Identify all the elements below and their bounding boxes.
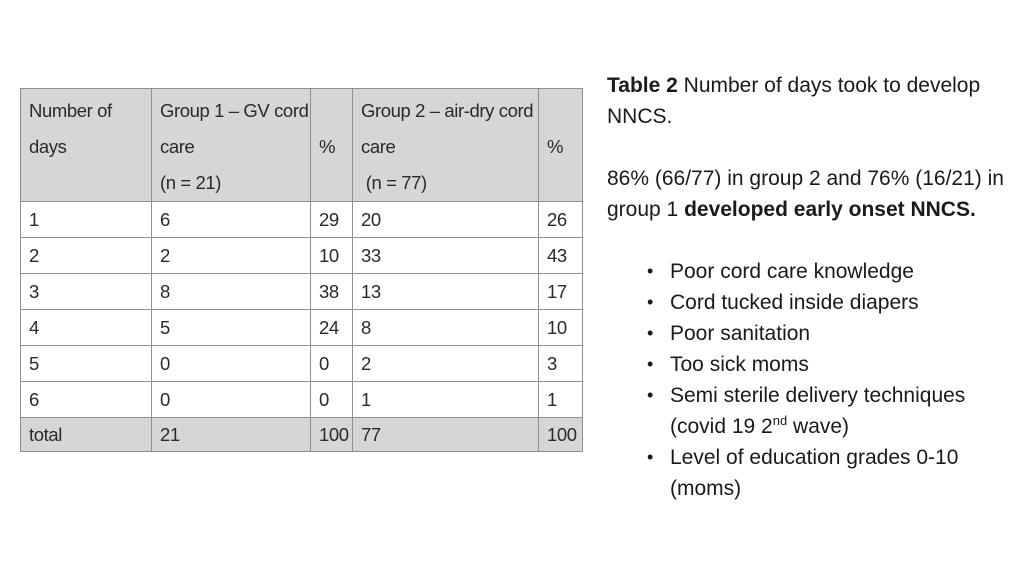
- value-cell: 20: [353, 202, 539, 238]
- day-cell: 6: [21, 382, 152, 418]
- total-cell: 21: [152, 418, 311, 452]
- table-header-row: [21, 89, 583, 202]
- header-group2: Group 2 – air-dry cord care (n = 77): [353, 89, 539, 202]
- value-cell: 0: [152, 382, 311, 418]
- day-cell: 3: [21, 274, 152, 310]
- total-cell: 77: [353, 418, 539, 452]
- list-item: • Level of education grades 0-10 (moms): [647, 442, 1017, 504]
- value-cell: 3: [539, 346, 583, 382]
- superscript: nd: [772, 413, 788, 428]
- value-cell: 29: [311, 202, 353, 238]
- value-cell: 0: [152, 346, 311, 382]
- table-row: [21, 202, 583, 238]
- onset-statistic: [607, 163, 1017, 225]
- value-cell: 2: [152, 238, 311, 274]
- bullet-icon: •: [647, 385, 654, 405]
- bullet-icon: •: [647, 323, 654, 343]
- caption-text: Number of days took to develop NNCS.: [607, 74, 981, 128]
- table-row: [21, 382, 583, 418]
- table-row: [21, 310, 583, 346]
- value-cell: 33: [353, 238, 539, 274]
- header-group1: Group 1 – GV cord care (n = 21): [152, 89, 311, 202]
- risk-factor-list: [607, 256, 1017, 504]
- table-row: [21, 274, 583, 310]
- days-table: [20, 88, 583, 452]
- day-cell: 5: [21, 346, 152, 382]
- total-cell: 100: [311, 418, 353, 452]
- stat-text: 86% (66/77) in group 2 and 76% (16/21) in group 1: [607, 167, 1004, 221]
- stat-bold: developed early onset NNCS.: [684, 198, 976, 221]
- header-number-of-days: Number of days: [21, 89, 152, 202]
- day-cell: 1: [21, 202, 152, 238]
- value-cell: 10: [539, 310, 583, 346]
- table-row: [21, 346, 583, 382]
- days-table-image: [20, 88, 582, 446]
- header-group1-percent: %: [311, 89, 353, 202]
- caption-label: Table 2: [607, 74, 678, 97]
- value-cell: 26: [539, 202, 583, 238]
- value-cell: 8: [152, 274, 311, 310]
- value-cell: 24: [311, 310, 353, 346]
- bullet-icon: •: [647, 354, 654, 374]
- header-group2-percent: %: [539, 89, 583, 202]
- value-cell: 10: [311, 238, 353, 274]
- value-cell: 1: [353, 382, 539, 418]
- value-cell: 38: [311, 274, 353, 310]
- table-caption: [607, 70, 1017, 132]
- total-label: total: [21, 418, 152, 452]
- value-cell: 0: [311, 346, 353, 382]
- bullet-icon: •: [647, 261, 654, 281]
- value-cell: 17: [539, 274, 583, 310]
- list-item: • Poor cord care knowledge: [647, 256, 1017, 287]
- bullet-icon: •: [647, 447, 654, 467]
- list-item: • Cord tucked inside diapers: [647, 287, 1017, 318]
- list-item: • Poor sanitation: [647, 318, 1017, 349]
- value-cell: 43: [539, 238, 583, 274]
- slide-text: [607, 70, 1017, 504]
- table-total-row: [21, 418, 583, 452]
- day-cell: 4: [21, 310, 152, 346]
- day-cell: 2: [21, 238, 152, 274]
- bullet-icon: •: [647, 292, 654, 312]
- value-cell: 2: [353, 346, 539, 382]
- value-cell: 13: [353, 274, 539, 310]
- table-row: [21, 238, 583, 274]
- value-cell: 8: [353, 310, 539, 346]
- list-item: • Too sick moms: [647, 349, 1017, 380]
- value-cell: 5: [152, 310, 311, 346]
- value-cell: 0: [311, 382, 353, 418]
- value-cell: 6: [152, 202, 311, 238]
- total-cell: 100: [539, 418, 583, 452]
- value-cell: 1: [539, 382, 583, 418]
- list-item: • Semi sterile delivery techniques (covid 19 2nd wave): [647, 380, 1017, 442]
